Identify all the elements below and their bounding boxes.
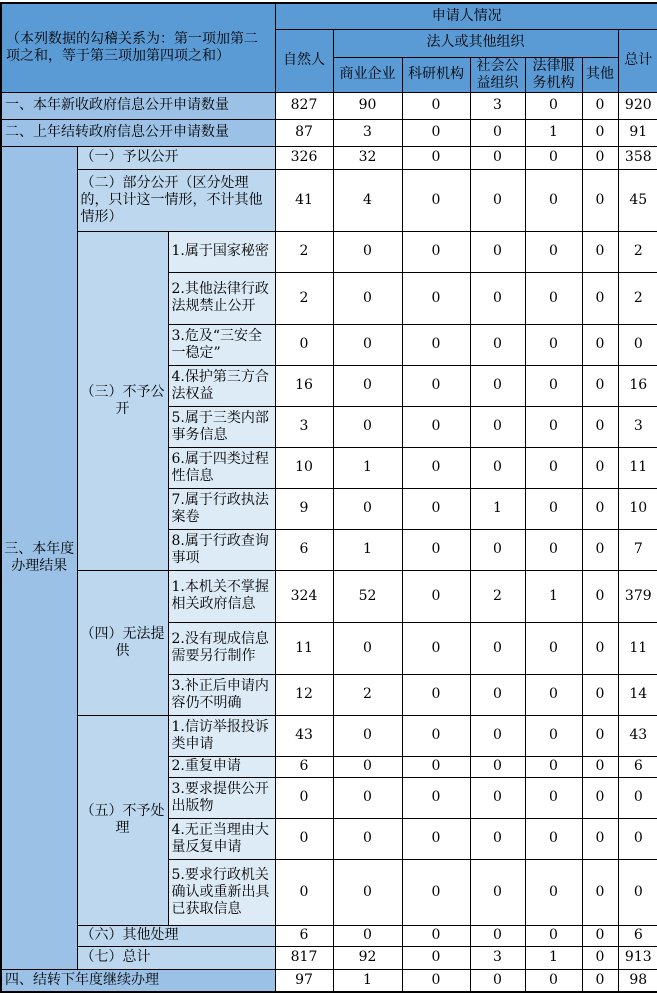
row-label: 二、上年结转政府信息公开申请数量 bbox=[1, 119, 275, 146]
data-cell: 0 bbox=[333, 756, 402, 777]
sub-item-label: 2.没有现成信息需要另行制作 bbox=[168, 622, 275, 674]
data-cell: 0 bbox=[333, 925, 402, 946]
sub-item-label: 1.属于国家秘密 bbox=[168, 231, 275, 272]
sub-item-label: 1.本机关不掌握相关政府信息 bbox=[168, 570, 275, 622]
data-cell: 0 bbox=[525, 859, 582, 925]
data-cell: 0 bbox=[525, 406, 582, 447]
row-label: 一、本年新收政府信息公开申请数量 bbox=[1, 92, 275, 119]
data-cell: 0 bbox=[470, 447, 525, 488]
data-cell: 0 bbox=[402, 969, 470, 992]
data-cell: 0 bbox=[582, 146, 618, 169]
table-row bbox=[1, 92, 657, 119]
data-cell: 0 bbox=[402, 715, 470, 756]
data-cell: 0 bbox=[582, 946, 618, 969]
data-cell: 0 bbox=[525, 777, 582, 818]
data-cell: 92 bbox=[333, 946, 402, 969]
sub-item-label: 2.其他法律行政法规禁止公开 bbox=[168, 272, 275, 324]
header-applicant-situation: 申请人情况 bbox=[275, 3, 657, 29]
data-cell: 1 bbox=[525, 946, 582, 969]
row-label: 四、结转下年度继续办理 bbox=[1, 969, 275, 992]
table-row bbox=[1, 3, 657, 29]
data-cell: 6 bbox=[275, 925, 333, 946]
data-cell: 41 bbox=[275, 169, 333, 231]
data-cell: 0 bbox=[402, 756, 470, 777]
data-cell: 0 bbox=[333, 715, 402, 756]
data-cell: 0 bbox=[525, 818, 582, 859]
data-cell: 0 bbox=[582, 365, 618, 406]
data-cell: 43 bbox=[618, 715, 657, 756]
sub-item-label: 6.属于四类过程性信息 bbox=[168, 447, 275, 488]
data-cell: 0 bbox=[275, 859, 333, 925]
header-sub-column: 法律服务机构 bbox=[525, 57, 582, 92]
report-table bbox=[0, 2, 657, 993]
data-cell: 0 bbox=[470, 119, 525, 146]
table-row bbox=[1, 146, 657, 169]
data-cell: 0 bbox=[582, 925, 618, 946]
data-cell: 0 bbox=[402, 119, 470, 146]
data-cell: 0 bbox=[525, 231, 582, 272]
data-cell: 0 bbox=[470, 272, 525, 324]
sub-item-label: 3.危及“三安全一稳定” bbox=[168, 324, 275, 365]
data-cell: 2 bbox=[275, 231, 333, 272]
data-cell: 0 bbox=[402, 447, 470, 488]
data-cell: 2 bbox=[618, 272, 657, 324]
data-cell: 379 bbox=[618, 570, 657, 622]
data-cell: 14 bbox=[618, 674, 657, 715]
data-cell: 2 bbox=[333, 674, 402, 715]
data-cell: 0 bbox=[402, 570, 470, 622]
data-cell: 0 bbox=[525, 488, 582, 529]
table-row bbox=[1, 231, 657, 272]
data-cell: 0 bbox=[525, 324, 582, 365]
data-cell: 3 bbox=[618, 406, 657, 447]
data-cell: 913 bbox=[618, 946, 657, 969]
sub-item-label: 4.无正当理由大量反复申请 bbox=[168, 818, 275, 859]
data-cell: 2 bbox=[470, 570, 525, 622]
data-cell: 10 bbox=[275, 447, 333, 488]
section-label: 三、本年度办理结果 bbox=[1, 146, 77, 969]
data-cell: 0 bbox=[525, 715, 582, 756]
header-natural-person: 自然人 bbox=[275, 29, 333, 92]
data-cell: 91 bbox=[618, 119, 657, 146]
sub-item-label: 7.属于行政执法案卷 bbox=[168, 488, 275, 529]
data-cell: 326 bbox=[275, 146, 333, 169]
data-cell: 0 bbox=[333, 324, 402, 365]
sub-item-label: 5.属于三类内部事务信息 bbox=[168, 406, 275, 447]
data-cell: 0 bbox=[582, 818, 618, 859]
data-cell: 3 bbox=[333, 119, 402, 146]
data-cell: 0 bbox=[333, 365, 402, 406]
data-cell: 0 bbox=[582, 859, 618, 925]
data-cell: 4 bbox=[333, 169, 402, 231]
data-cell: 0 bbox=[402, 674, 470, 715]
data-cell: 0 bbox=[402, 169, 470, 231]
data-cell: 6 bbox=[618, 925, 657, 946]
data-cell: 0 bbox=[402, 92, 470, 119]
data-cell: 1 bbox=[470, 488, 525, 529]
group-label: （一）予以公开 bbox=[77, 146, 275, 169]
data-cell: 0 bbox=[582, 715, 618, 756]
data-cell: 0 bbox=[333, 488, 402, 529]
data-cell: 0 bbox=[582, 447, 618, 488]
data-cell: 0 bbox=[525, 146, 582, 169]
data-cell: 0 bbox=[525, 365, 582, 406]
data-cell: 0 bbox=[618, 324, 657, 365]
data-cell: 6 bbox=[275, 529, 333, 570]
group-label: （三）不予公开 bbox=[77, 231, 168, 570]
header-legal-org: 法人或其他组织 bbox=[333, 29, 618, 57]
data-cell: 1 bbox=[525, 119, 582, 146]
data-cell: 0 bbox=[402, 859, 470, 925]
data-cell: 0 bbox=[470, 818, 525, 859]
data-cell: 1 bbox=[333, 447, 402, 488]
data-cell: 0 bbox=[470, 969, 525, 992]
data-cell: 0 bbox=[470, 859, 525, 925]
data-cell: 1 bbox=[333, 969, 402, 992]
data-cell: 0 bbox=[470, 777, 525, 818]
data-cell: 0 bbox=[470, 231, 525, 272]
data-cell: 0 bbox=[402, 272, 470, 324]
table-row bbox=[1, 119, 657, 146]
data-cell: 920 bbox=[618, 92, 657, 119]
table-row bbox=[1, 169, 657, 231]
data-cell: 3 bbox=[275, 406, 333, 447]
group-label: （五）不予处理 bbox=[77, 715, 168, 925]
data-cell: 45 bbox=[618, 169, 657, 231]
data-cell: 0 bbox=[470, 146, 525, 169]
sub-item-label: 2.重复申请 bbox=[168, 756, 275, 777]
data-cell: 0 bbox=[582, 119, 618, 146]
data-cell: 16 bbox=[275, 365, 333, 406]
data-cell: 817 bbox=[275, 946, 333, 969]
data-cell: 0 bbox=[582, 969, 618, 992]
table-row bbox=[1, 925, 657, 946]
data-cell: 0 bbox=[582, 406, 618, 447]
data-cell: 0 bbox=[275, 818, 333, 859]
data-cell: 0 bbox=[525, 925, 582, 946]
data-cell: 11 bbox=[618, 447, 657, 488]
sub-item-label: 3.要求提供公开出版物 bbox=[168, 777, 275, 818]
data-cell: 0 bbox=[470, 365, 525, 406]
data-cell: 0 bbox=[470, 324, 525, 365]
data-cell: 0 bbox=[333, 859, 402, 925]
data-cell: 0 bbox=[582, 777, 618, 818]
data-cell: 0 bbox=[582, 674, 618, 715]
data-cell: 0 bbox=[402, 622, 470, 674]
data-cell: 6 bbox=[275, 756, 333, 777]
data-cell: 7 bbox=[618, 529, 657, 570]
sub-item-label: 3.补正后申请内容仍不明确 bbox=[168, 674, 275, 715]
table-row bbox=[1, 969, 657, 992]
data-cell: 0 bbox=[525, 622, 582, 674]
data-cell: 0 bbox=[333, 777, 402, 818]
data-cell: 0 bbox=[470, 715, 525, 756]
data-cell: 324 bbox=[275, 570, 333, 622]
data-cell: 2 bbox=[275, 272, 333, 324]
data-cell: 1 bbox=[333, 529, 402, 570]
data-cell: 3 bbox=[470, 946, 525, 969]
data-cell: 0 bbox=[618, 818, 657, 859]
header-sub-column: 科研机构 bbox=[402, 57, 470, 92]
data-cell: 0 bbox=[525, 756, 582, 777]
data-cell: 0 bbox=[333, 818, 402, 859]
data-cell: 0 bbox=[582, 622, 618, 674]
group-label: （四）无法提供 bbox=[77, 570, 168, 715]
data-cell: 358 bbox=[618, 146, 657, 169]
data-cell: 11 bbox=[275, 622, 333, 674]
data-cell: 97 bbox=[275, 969, 333, 992]
header-sub-column: 商业企业 bbox=[333, 57, 402, 92]
data-cell: 11 bbox=[618, 622, 657, 674]
data-cell: 0 bbox=[525, 674, 582, 715]
data-cell: 0 bbox=[525, 969, 582, 992]
data-cell: 0 bbox=[402, 406, 470, 447]
data-cell: 0 bbox=[402, 488, 470, 529]
data-cell: 16 bbox=[618, 365, 657, 406]
data-cell: 0 bbox=[525, 272, 582, 324]
data-cell: 90 bbox=[333, 92, 402, 119]
data-cell: 0 bbox=[470, 529, 525, 570]
sub-item-label: 8.属于行政查询事项 bbox=[168, 529, 275, 570]
data-cell: 0 bbox=[402, 925, 470, 946]
group-label: （六）其他处理 bbox=[77, 925, 275, 946]
data-cell: 0 bbox=[402, 324, 470, 365]
data-cell: 0 bbox=[333, 231, 402, 272]
data-cell: 0 bbox=[275, 324, 333, 365]
data-cell: 0 bbox=[470, 622, 525, 674]
sub-item-label: 1.信访举报投诉类申请 bbox=[168, 715, 275, 756]
data-cell: 0 bbox=[470, 169, 525, 231]
data-cell: 2 bbox=[618, 231, 657, 272]
data-cell: 0 bbox=[582, 272, 618, 324]
data-cell: 0 bbox=[582, 169, 618, 231]
data-cell: 0 bbox=[470, 925, 525, 946]
data-cell: 0 bbox=[525, 169, 582, 231]
header-total: 总计 bbox=[618, 29, 657, 92]
data-cell: 0 bbox=[582, 324, 618, 365]
data-cell: 0 bbox=[618, 859, 657, 925]
data-cell: 0 bbox=[333, 622, 402, 674]
data-cell: 0 bbox=[333, 272, 402, 324]
note-cell: （本列数据的勾稽关系为：第一项加第二项之和，等于第三项加第四项之和） bbox=[1, 3, 275, 92]
data-cell: 0 bbox=[582, 92, 618, 119]
data-cell: 10 bbox=[618, 488, 657, 529]
header-sub-column: 社会公益组织 bbox=[470, 57, 525, 92]
group-label: （七）总计 bbox=[77, 946, 275, 969]
group-label: （二）部分公开（区分处理的，只计这一情形，不计其他情形） bbox=[77, 169, 275, 231]
data-cell: 43 bbox=[275, 715, 333, 756]
data-cell: 0 bbox=[470, 406, 525, 447]
data-cell: 0 bbox=[582, 231, 618, 272]
data-cell: 0 bbox=[402, 365, 470, 406]
data-cell: 0 bbox=[525, 92, 582, 119]
sub-item-label: 5.要求行政机关确认或重新出具已获取信息 bbox=[168, 859, 275, 925]
sub-item-label: 4.保护第三方合法权益 bbox=[168, 365, 275, 406]
data-cell: 52 bbox=[333, 570, 402, 622]
data-cell: 0 bbox=[402, 529, 470, 570]
data-cell: 0 bbox=[333, 406, 402, 447]
data-cell: 98 bbox=[618, 969, 657, 992]
table-row bbox=[1, 715, 657, 756]
data-cell: 0 bbox=[618, 777, 657, 818]
data-cell: 0 bbox=[525, 529, 582, 570]
data-cell: 0 bbox=[275, 777, 333, 818]
data-cell: 0 bbox=[582, 488, 618, 529]
data-cell: 0 bbox=[582, 529, 618, 570]
data-cell: 87 bbox=[275, 119, 333, 146]
data-cell: 3 bbox=[470, 92, 525, 119]
header-sub-column: 其他 bbox=[582, 57, 618, 92]
data-cell: 6 bbox=[618, 756, 657, 777]
data-cell: 0 bbox=[582, 570, 618, 622]
data-cell: 0 bbox=[582, 756, 618, 777]
data-cell: 0 bbox=[402, 818, 470, 859]
table-row bbox=[1, 570, 657, 622]
data-cell: 12 bbox=[275, 674, 333, 715]
data-cell: 0 bbox=[402, 146, 470, 169]
data-cell: 1 bbox=[525, 570, 582, 622]
data-cell: 0 bbox=[525, 447, 582, 488]
data-cell: 9 bbox=[275, 488, 333, 529]
data-cell: 0 bbox=[402, 777, 470, 818]
data-cell: 32 bbox=[333, 146, 402, 169]
table-row bbox=[1, 946, 657, 969]
data-cell: 0 bbox=[402, 231, 470, 272]
data-cell: 0 bbox=[402, 946, 470, 969]
data-cell: 0 bbox=[470, 756, 525, 777]
data-cell: 827 bbox=[275, 92, 333, 119]
data-cell: 0 bbox=[470, 674, 525, 715]
